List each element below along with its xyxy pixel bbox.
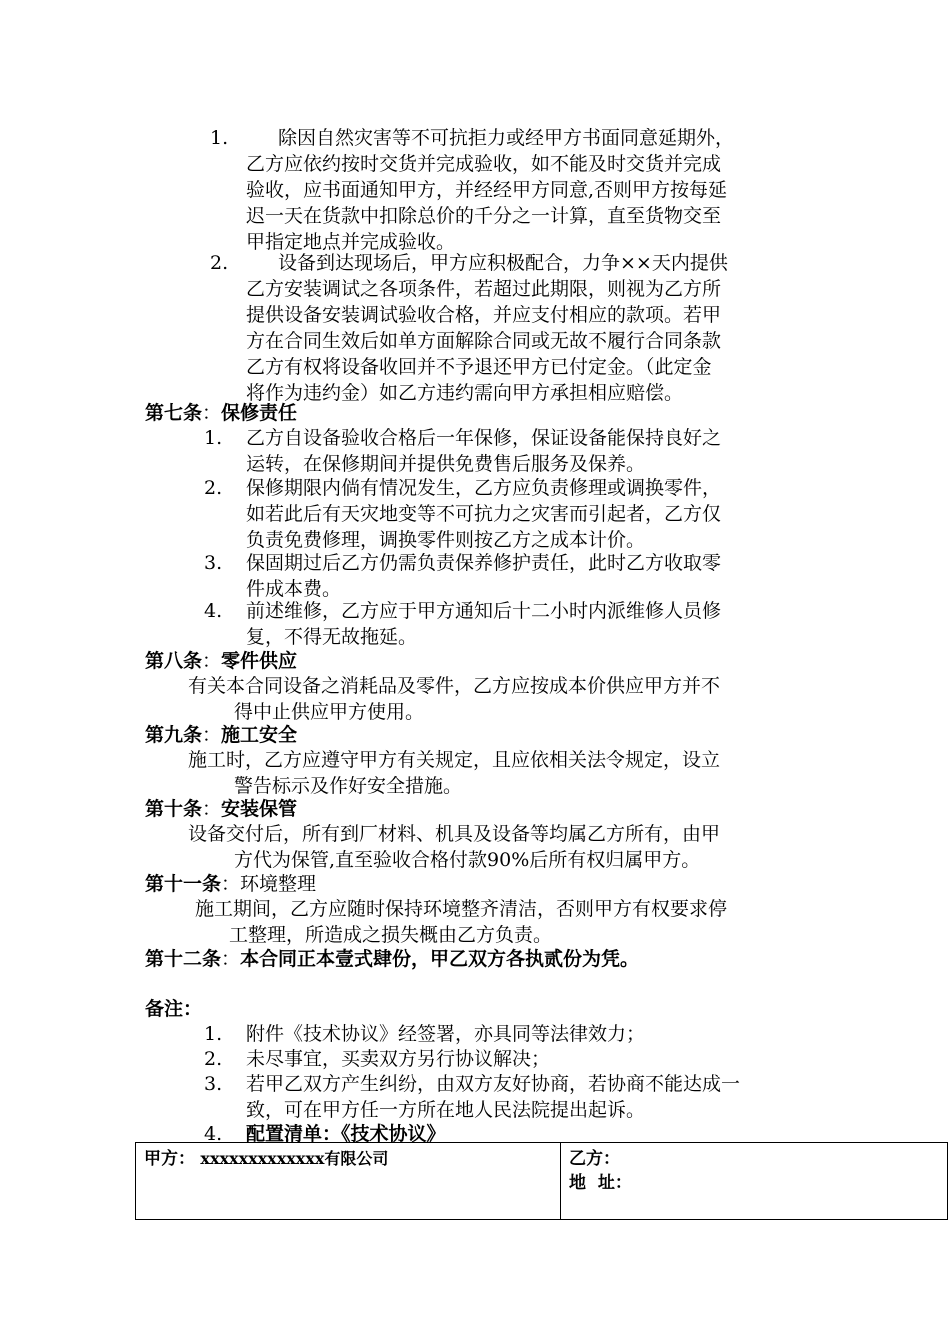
article-11-heading: 第十一条：环境整理 [145, 873, 317, 895]
article-12-heading: 第十二条：本合同正本壹式肆份，甲乙双方各执贰份为凭。 [145, 948, 640, 970]
article-11-body [195, 896, 727, 948]
body-line: 方代为保管,直至验收合格付款90%后所有权归属甲方。 [234, 849, 701, 871]
item-line: 负责免费修理，调换零件则按乙方之成本计价。 [246, 529, 646, 551]
item-line: 迟一天在货款中扣除总价的千分之一计算，直至货物交至 [246, 205, 722, 227]
item-line: 如若此后有天灾地变等不可抗力之灾害而引起者，乙方仅 [246, 503, 722, 525]
item-line: 未尽事宜，买卖双方另行协议解决； [246, 1048, 551, 1070]
item-line: 方在合同生效后如单方面解除合同或无故不履行合同条款 [246, 330, 722, 352]
item-number: 1. [210, 127, 229, 149]
remarks-heading: 备注： [145, 998, 203, 1020]
body-line: 有关本合同设备之消耗品及零件，乙方应按成本价供应甲方并不 [188, 675, 721, 697]
item-number: 1. [204, 1023, 223, 1045]
item-line: 乙方有权将设备收回并不予退还甲方已付定金。（此定金 [246, 356, 712, 378]
item-number: 2. [204, 477, 223, 499]
body-line: 施工时，乙方应遵守甲方有关规定，且应依相关法令规定，设立 [188, 749, 721, 771]
item-line: 乙方自设备验收合格后一年保修，保证设备能保持良好之 [246, 427, 722, 449]
article-7-heading: 第七条：保修责任 [145, 402, 298, 424]
item-line: 设备到达现场后，甲方应积极配合，力争××天内提供 [278, 252, 728, 274]
article-9-heading: 第九条：施工安全 [145, 724, 298, 746]
item-line: 验收，应书面通知甲方，并经经甲方同意,否则甲方按每延 [246, 179, 728, 201]
item-line: 保固期过后乙方仍需负责保养修护责任，此时乙方收取零 [246, 552, 722, 574]
party-b-cell [561, 1143, 948, 1220]
party-a-cell [136, 1143, 561, 1220]
party-b-label: 乙方： [569, 1149, 620, 1169]
article-8-body [188, 673, 720, 725]
item-number: 3. [204, 1073, 223, 1095]
article-9-body [188, 747, 720, 799]
item-line: 若甲乙双方产生纠纷，由双方友好协商，若协商不能达成一 [246, 1073, 741, 1095]
item-line: 附件《技术协议》经签署，亦具同等法律效力； [246, 1023, 646, 1045]
body-line: 设备交付后，所有到厂材料、机具及设备等均属乙方所有，由甲 [188, 823, 721, 845]
party-a-name: xxxxxxxxxxxxx有限公司 [200, 1149, 389, 1168]
address-label: 地 址： [569, 1173, 632, 1193]
party-a-label: 甲方： [144, 1149, 195, 1169]
item-line: 件成本费。 [246, 578, 342, 600]
item-line: 乙方安装调试之各项条件，若超过此期限，则视为乙方所 [246, 278, 722, 300]
item-line: 配置清单：《技术协议》 [246, 1123, 446, 1145]
item-number: 4. [204, 600, 223, 622]
body-line: 警告标示及作好安全措施。 [234, 775, 463, 797]
item-line: 甲指定地点并完成验收。 [246, 231, 456, 253]
body-line: 得中止供应甲方使用。 [234, 701, 425, 723]
item-number: 2. [204, 1048, 223, 1070]
item-line: 乙方应依约按时交货并完成验收，如不能及时交货并完成 [246, 153, 722, 175]
item-line: 运转，在保修期间并提供免费售后服务及保养。 [246, 453, 646, 475]
item-line: 致，可在甲方任一方所在地人民法院提出起诉。 [246, 1099, 646, 1121]
article-10-heading: 第十条：安装保管 [145, 798, 298, 820]
item-number: 2. [210, 252, 229, 274]
body-line: 施工期间，乙方应随时保持环境整齐清洁，否则甲方有权要求停 [195, 898, 728, 920]
item-line: 前述维修，乙方应于甲方通知后十二小时内派维修人员修 [246, 600, 722, 622]
article-10-body [188, 821, 720, 873]
signature-table [135, 1142, 948, 1220]
item-number: 3. [204, 552, 223, 574]
item-line: 保修期限内倘有情况发生，乙方应负责修理或调换零件， [246, 477, 722, 499]
item-number: 4. [204, 1123, 223, 1145]
body-line: 工整理，所造成之损失概由乙方负责。 [229, 924, 553, 946]
item-line: 除因自然灾害等不可抗拒力或经甲方书面同意延期外， [278, 127, 735, 149]
article-8-heading: 第八条：零件供应 [145, 650, 298, 672]
item-line: 提供设备安装调试验收合格，并应支付相应的款项。若甲 [246, 304, 722, 326]
item-line: 将作为违约金）如乙方违约需向甲方承担相应赔偿。 [246, 382, 684, 404]
item-line: 复，不得无故拖延。 [246, 626, 418, 648]
item-number: 1. [204, 427, 223, 449]
